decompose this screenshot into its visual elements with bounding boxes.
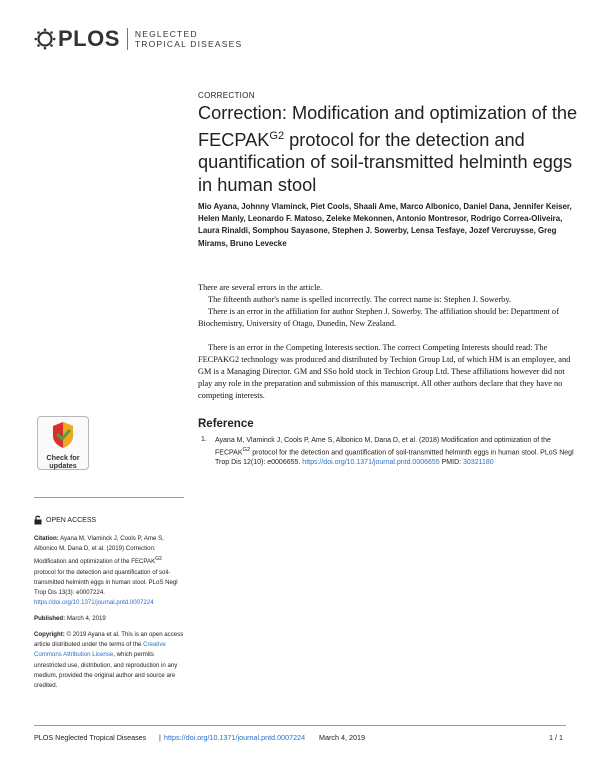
logo-wordmark: PLOS (58, 26, 120, 51)
title-text-1: Correction: Modification and optimization of the FECPAK (198, 103, 578, 150)
journal-name-line2: TROPICAL DISEASES (134, 39, 243, 49)
published-value: March 4, 2019 (65, 615, 106, 622)
logo-divider (127, 28, 128, 50)
title-text-2: protocol for the detection and quantification of soil-transmitted helminth eggs in human stool (198, 129, 573, 195)
body-paragraph-intro: There are several errors in the article. (198, 283, 323, 292)
article-title (198, 102, 578, 196)
body-paragraph-affiliation: There is an error in the affiliation for author Stephen J. Sowerby. The affiliation should be: Department of Biochemistry, University of Otago, Dunedin, New Zealand. (198, 307, 559, 328)
reference-doi-link[interactable]: https://doi.org/10.1371/journal.pntd.0006655 (302, 458, 440, 466)
footer-date: March 4, 2019 (319, 733, 365, 742)
article-type: CORRECTION (198, 91, 255, 100)
copyright-label: Copyright: (34, 631, 65, 638)
reference-heading: Reference (198, 418, 254, 430)
open-access-label (34, 515, 96, 525)
journal-name-line1: NEGLECTED (134, 29, 198, 39)
body-paragraph-competing-interests: There is an error in the Competing Interests section. The correct Competing Interests should read: The FECPAKG2 technology was produced and distributed by Techion Group Ltd, of which HM is an employee, and GM is a Managing Director. GM and SSo hold stock in Techion Group Ltd. These affiliations however did not play any role in the preparation and submission of this manuscript. All other authors declare that they have no competing interests. (198, 343, 571, 400)
reference-text-b: protocol for the detection and quantification of soil-transmitted helminth eggs in human stool. PLoS Negl Trop Dis 12(10): e0006655. (215, 449, 574, 466)
footer-journal-name: PLOS Neglected Tropical Diseases (34, 733, 147, 742)
copyright-block (34, 630, 184, 691)
reference-text-a: Ayana M, Vlaminck J, Cools P, Ame S, Albonico M, Dana D, et al. (2018) Modification and optimization of the FECPAK (215, 437, 551, 457)
title-superscript: G2 (269, 129, 285, 142)
open-access-text: OPEN ACCESS (46, 516, 97, 524)
check-for-updates-icon (38, 417, 88, 453)
plos-logo[interactable] (34, 26, 242, 52)
citation-block (34, 534, 184, 608)
open-lock-icon (34, 515, 43, 525)
footer-separator: | (159, 733, 161, 742)
citation-text-a: Ayana M, Vlaminck J, Cools P, Ame S, Albonico M, Dana D, et al. (2019) Correction: Modification and optimization of the FECPAK (34, 535, 164, 566)
reference-pmid-label: PMID: (439, 458, 464, 466)
body-paragraph-author-name: The fifteenth author's name is spelled incorrectly. The correct name is: Stephen J. Sowerby. (208, 295, 512, 304)
journal-name (135, 29, 242, 49)
published-block (34, 614, 184, 624)
citation-doi-link[interactable]: https://doi.org/10.1371/journal.pntd.0007224 (34, 599, 154, 607)
reference-superscript: G2 (242, 446, 251, 453)
footer-divider (34, 725, 566, 726)
author-list: Mio Ayana, Johnny Vlaminck, Piet Cools, Shaali Ame, Marco Albonico, Daniel Dana, Jennifer Keiser, Helen Manly, Leonardo F. Matoso, Zeleke Mekonnen, Antonio Montresor, Rodrigo Correa-Oliveira, Laura Rinaldi, Somphou Sayasone, Stephen J. Sowerby, Lensa Tesfaye, Jozef Vercruysse, Greg Mirams, Bruno Levecke (198, 202, 572, 248)
footer-doi-link[interactable]: https://doi.org/10.1371/journal.pntd.0007224 (164, 733, 306, 742)
reference-pmid-link[interactable]: 30321180 (463, 458, 494, 466)
plos-logo-icon (34, 28, 56, 50)
copyright-text-a: © 2019 Ayana et al. This is an open access article distributed under the terms of the (34, 631, 184, 649)
published-label: Published: (34, 615, 66, 622)
footer-page-number: 1 / 1 (549, 733, 563, 742)
citation-label: Citation: (34, 535, 59, 542)
check-for-updates-label[interactable]: Check for updates (46, 453, 80, 470)
reference-entry (215, 436, 575, 467)
citation-text-b: protocol for the detection and quantification of soil-transmitted helminth eggs in human stool. PLoS Negl Trop Dis 13(3): e0007224. (34, 568, 178, 597)
copyright-text-b: , which permits unrestricted use, distribution, and reproduction in any medium, provided the original author and source are credited. (34, 651, 178, 690)
citation-superscript: G2 (155, 556, 162, 563)
license-link[interactable]: Creative Commons Attribution License (34, 641, 166, 659)
reference-number: 1. (201, 436, 207, 443)
sidebar-divider (34, 497, 184, 498)
